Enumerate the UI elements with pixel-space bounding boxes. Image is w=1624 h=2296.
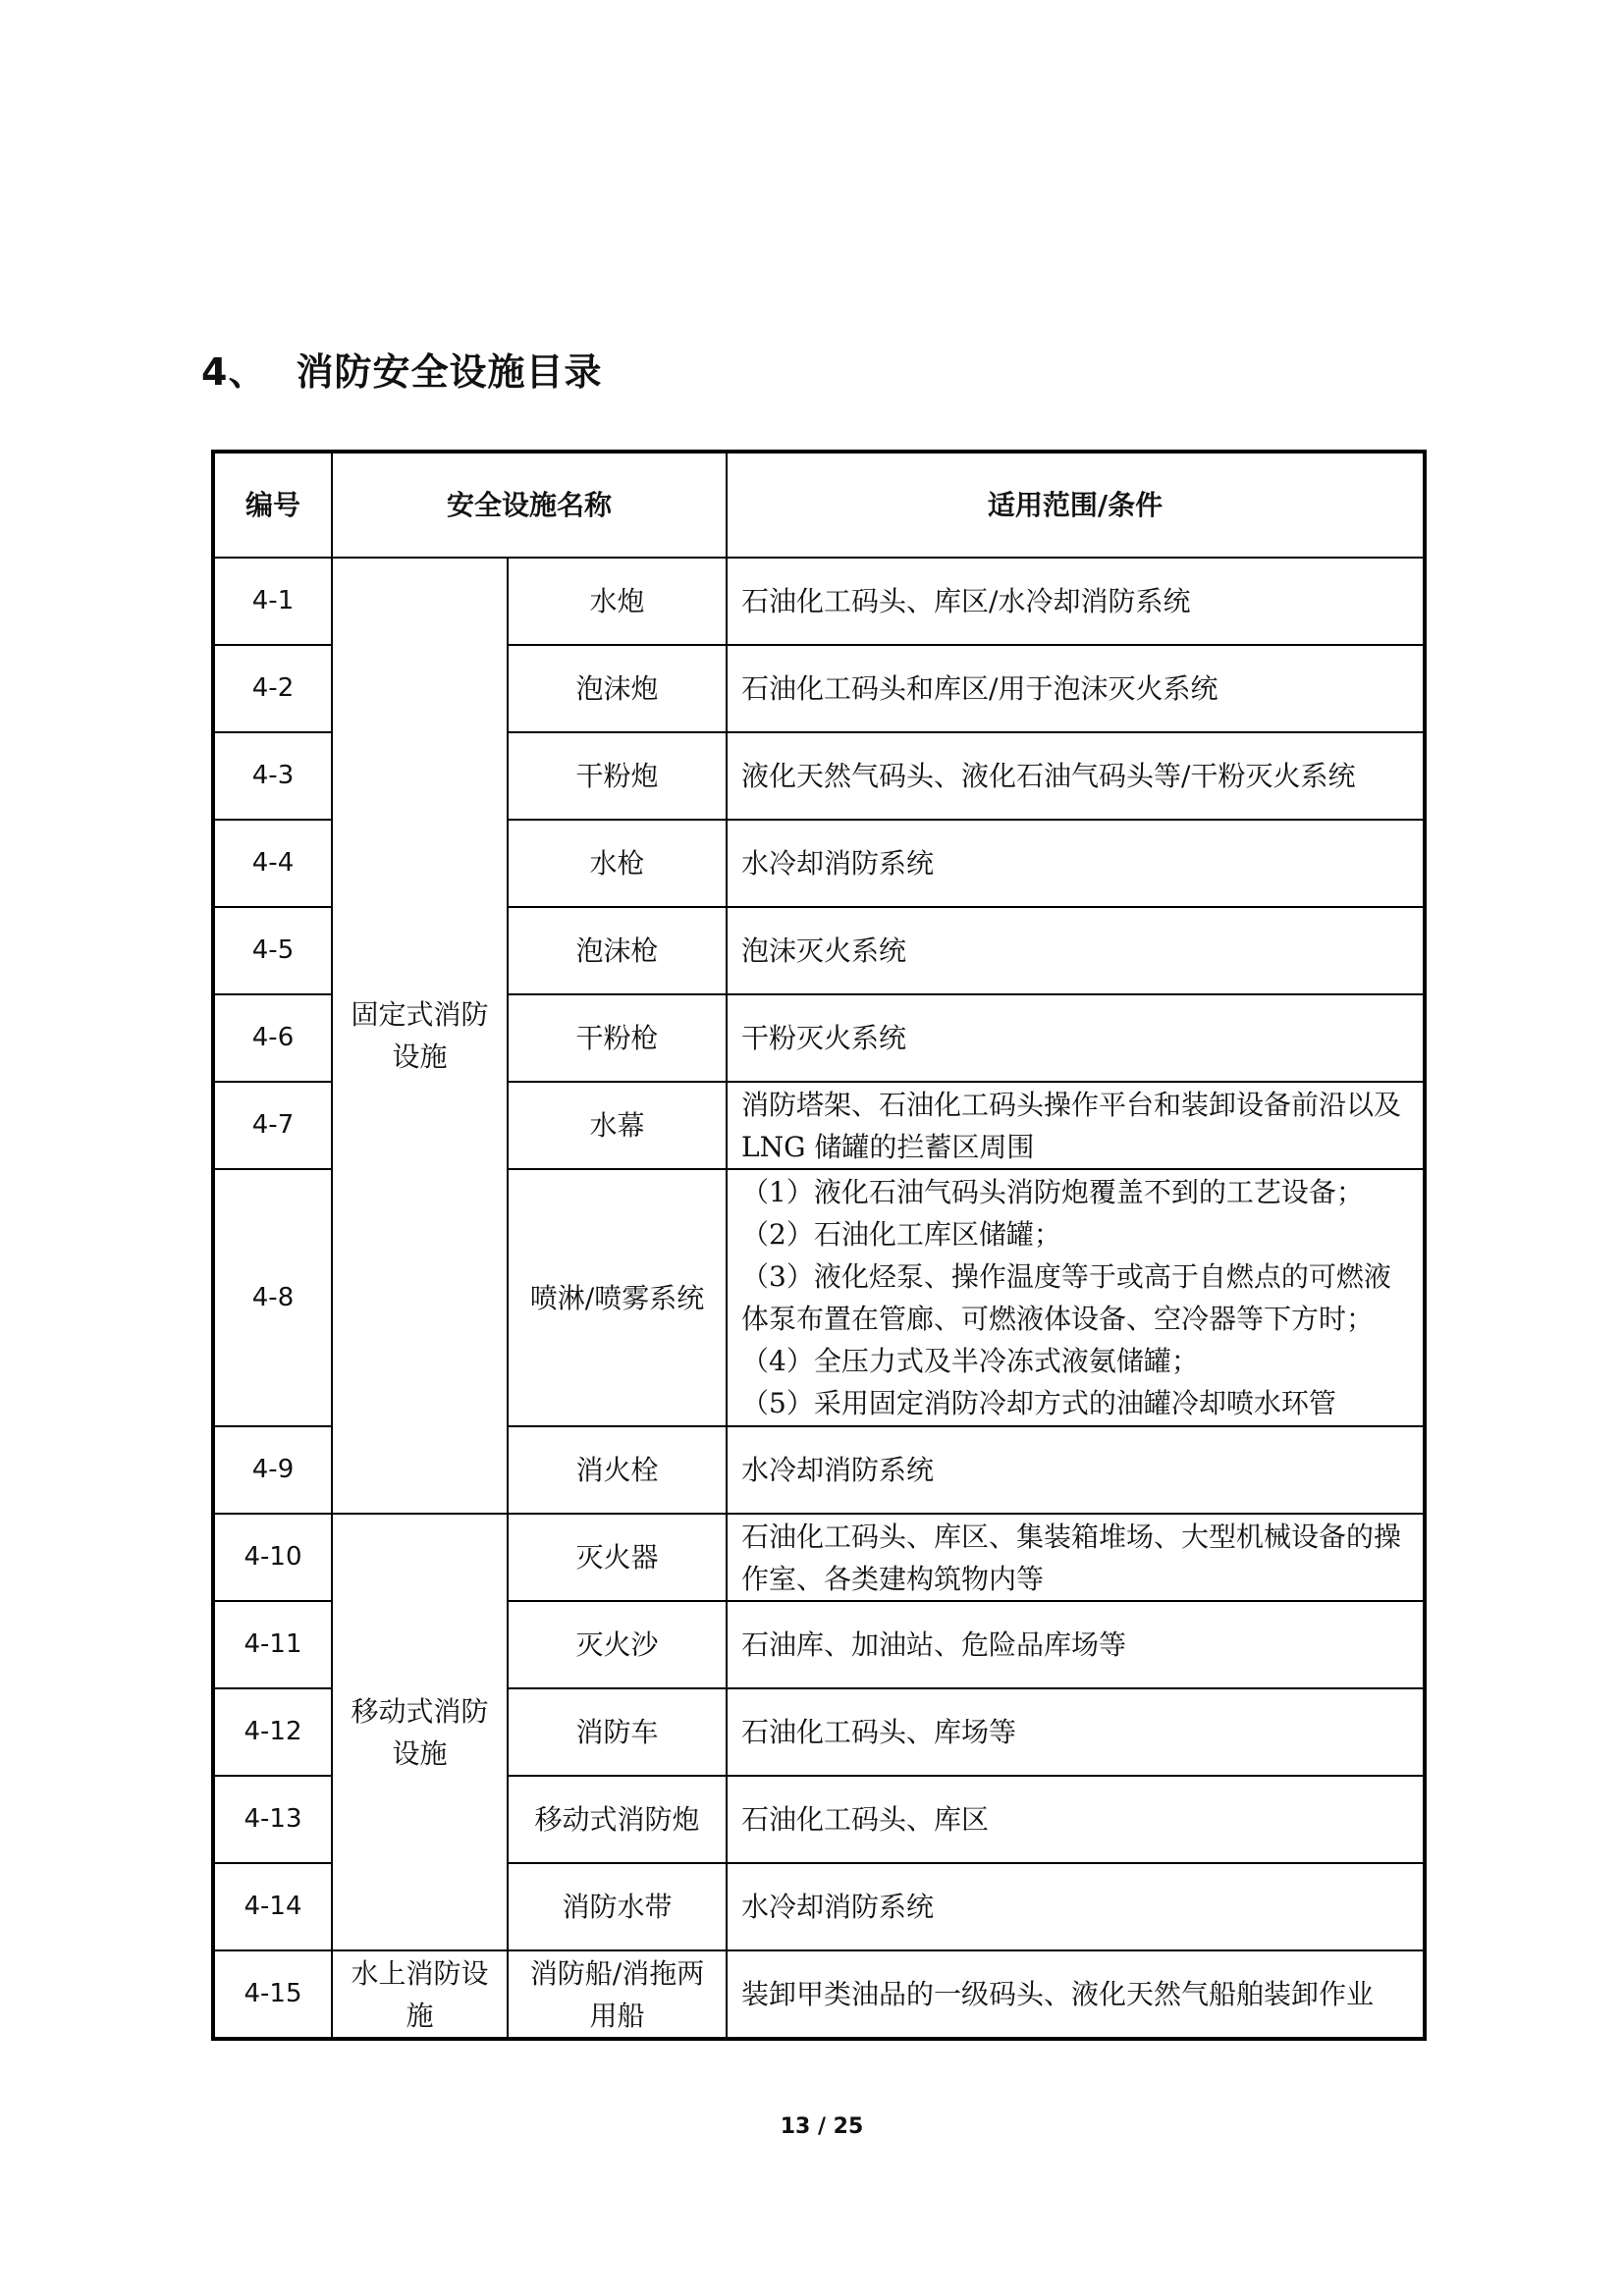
scope-cell: 干粉灭火系统 — [727, 994, 1425, 1082]
scope-cell: 石油化工码头、库场等 — [727, 1688, 1425, 1776]
facility-name: 消防船/消拖两用船 — [508, 1950, 727, 2039]
scope-cell: 水冷却消防系统 — [727, 1426, 1425, 1514]
header-id: 编号 — [213, 452, 332, 558]
scope-cell: 石油化工码头和库区/用于泡沫灭火系统 — [727, 645, 1425, 732]
row-id: 4-6 — [213, 994, 332, 1082]
facility-name: 灭火器 — [508, 1514, 727, 1601]
table-row — [213, 1514, 1425, 1601]
facilities-table — [211, 450, 1427, 2041]
header-scope: 适用范围/条件 — [727, 452, 1425, 558]
scope-line: （4）全压力式及半冷冻式液氨储罐； — [741, 1345, 1199, 1377]
row-id: 4-3 — [213, 732, 332, 820]
row-id: 4-11 — [213, 1601, 332, 1688]
scope-line: （1）液化石油气码头消防炮覆盖不到的工艺设备； — [741, 1176, 1364, 1208]
section-number: 4、 — [201, 350, 267, 394]
row-id: 4-9 — [213, 1426, 332, 1514]
page-number: 13 / 25 — [780, 2114, 864, 2139]
facility-name: 水炮 — [508, 558, 727, 645]
facility-name: 水幕 — [508, 1082, 727, 1169]
facility-name: 干粉枪 — [508, 994, 727, 1082]
facility-name: 水枪 — [508, 820, 727, 907]
facility-name: 泡沫炮 — [508, 645, 727, 732]
scope-line: （3）液化烃泵、操作温度等于或高于自燃点的可燃液体泵布置在管廊、可燃液体设备、空冷器等下方时； — [741, 1260, 1391, 1335]
section-title — [201, 342, 602, 396]
row-id: 4-13 — [213, 1776, 332, 1863]
facility-name: 消火栓 — [508, 1426, 727, 1514]
facility-name: 喷淋/喷雾系统 — [508, 1169, 727, 1426]
row-id: 4-2 — [213, 645, 332, 732]
row-id: 4-10 — [213, 1514, 332, 1601]
category-cell: 移动式消防设施 — [332, 1514, 508, 1950]
section-heading: 消防安全设施目录 — [296, 350, 603, 394]
facility-name: 消防水带 — [508, 1863, 727, 1950]
facility-name: 干粉炮 — [508, 732, 727, 820]
row-id: 4-15 — [213, 1950, 332, 2039]
facility-name: 消防车 — [508, 1688, 727, 1776]
scope-cell: 泡沫灭火系统 — [727, 907, 1425, 994]
scope-cell: 装卸甲类油品的一级码头、液化天然气船舶装卸作业 — [727, 1950, 1425, 2039]
scope-cell: 石油库、加油站、危险品库场等 — [727, 1601, 1425, 1688]
scope-cell: 石油化工码头、库区、集装箱堆场、大型机械设备的操作室、各类建构筑物内等 — [727, 1514, 1425, 1601]
scope-cell: 石油化工码头、库区 — [727, 1776, 1425, 1863]
row-id: 4-8 — [213, 1169, 332, 1426]
facility-name: 移动式消防炮 — [508, 1776, 727, 1863]
row-id: 4-7 — [213, 1082, 332, 1169]
scope-cell: 水冷却消防系统 — [727, 820, 1425, 907]
category-cell: 水上消防设施 — [332, 1950, 508, 2039]
facility-name: 灭火沙 — [508, 1601, 727, 1688]
category-cell: 固定式消防设施 — [332, 558, 508, 1514]
table-row — [213, 1950, 1425, 2039]
scope-cell: 消防塔架、石油化工码头操作平台和装卸设备前沿以及 LNG 储罐的拦蓄区周围 — [727, 1082, 1425, 1169]
facility-name: 泡沫枪 — [508, 907, 727, 994]
header-name: 安全设施名称 — [332, 452, 727, 558]
scope-cell — [727, 1169, 1425, 1426]
scope-cell: 水冷却消防系统 — [727, 1863, 1425, 1950]
row-id: 4-5 — [213, 907, 332, 994]
row-id: 4-12 — [213, 1688, 332, 1776]
scope-line: （2）石油化工库区储罐； — [741, 1218, 1061, 1251]
row-id: 4-4 — [213, 820, 332, 907]
row-id: 4-1 — [213, 558, 332, 645]
table-row — [213, 558, 1425, 645]
scope-cell: 液化天然气码头、液化石油气码头等/干粉灭火系统 — [727, 732, 1425, 820]
row-id: 4-14 — [213, 1863, 332, 1950]
table-header-row — [213, 452, 1425, 558]
scope-line: （5）采用固定消防冷却方式的油罐冷却喷水环管 — [741, 1387, 1336, 1419]
scope-cell: 石油化工码头、库区/水冷却消防系统 — [727, 558, 1425, 645]
